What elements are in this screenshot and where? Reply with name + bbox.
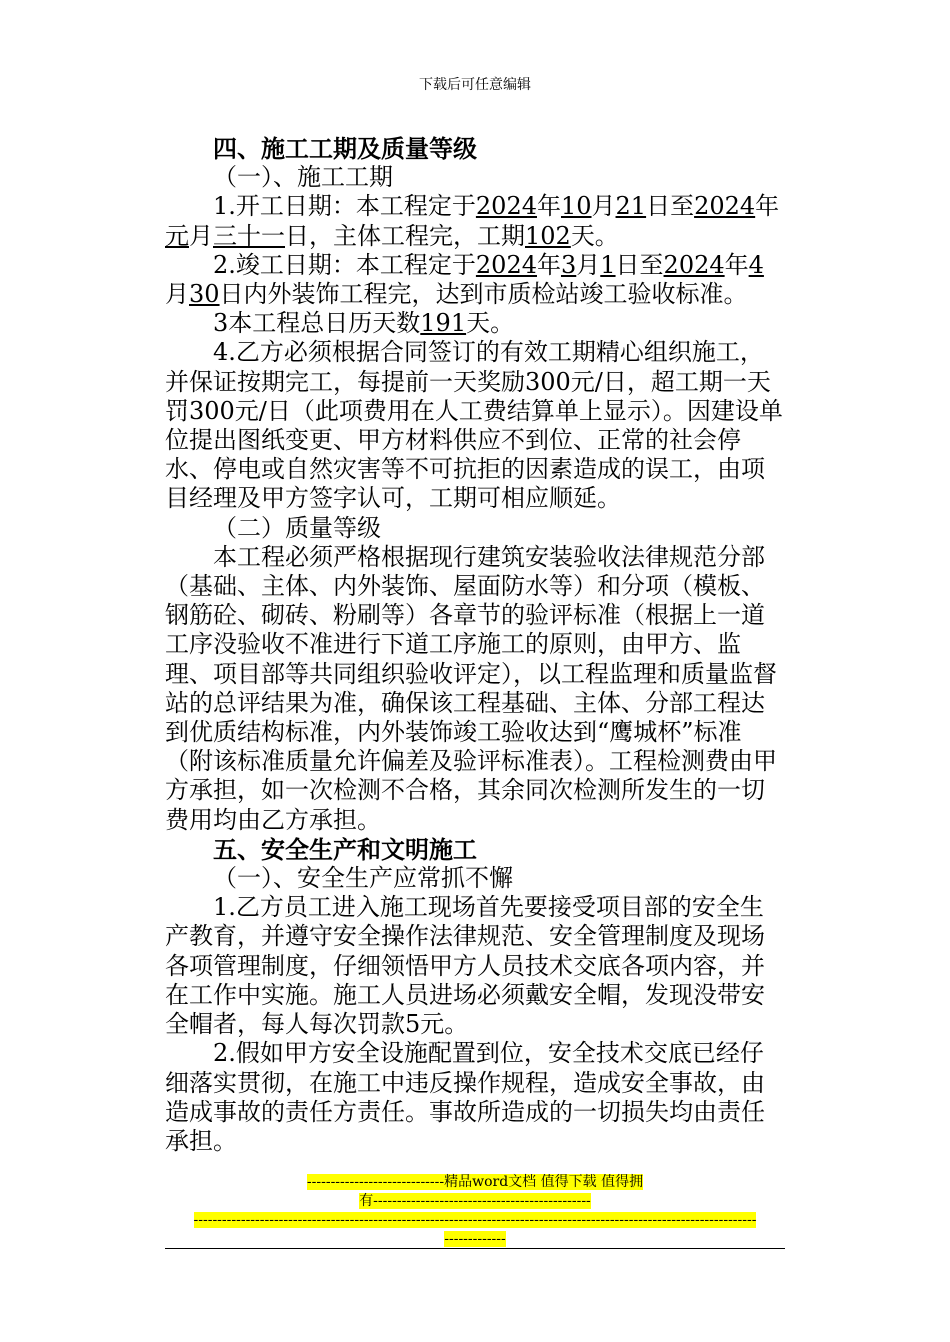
section4-item1 — [165, 192, 785, 250]
item1-end-year: 2024 — [694, 192, 756, 221]
page-header: 下载后可任意编辑 — [419, 77, 531, 93]
item1-prefix: 1.开工日期：本工程定于 — [213, 192, 476, 221]
item2-start-day: 1 — [600, 250, 616, 279]
item2-year2-label: 年 — [724, 250, 749, 279]
footer-text-1: -----------------------------精品word文档 值得下载 值得拥 — [306, 1174, 644, 1190]
section4-sub2-title: （二）质量等级 — [213, 513, 381, 542]
item1-middle: 日，主体工程完，工期 — [285, 221, 525, 250]
footer-line-4 — [165, 1230, 785, 1249]
item1-suffix: 天。 — [570, 221, 619, 250]
quality-paragraph: 本工程必须严格根据现行建筑安装验收法律规范分部（基础、主体、内外装饰、屋面防水等）和分项（模板、钢筋砼、砌砖、粉刷等）各章节的验评标准（根据上一道工序没验收不准进行下道工序施工的原则，由甲方、监理、项目部等共同组织验收评定），以工程监理和质量监督站的总评结果为准，确保该工程基础、主体、分部工程达到优质结构标准，内外装饰竣工验收达到“鹰城杯”标准（附该标准质量允许偏差及验评标准表）。工程检测费由甲方承担，如一次检测不合格，其余同次检测所发生的一切费用均由乙方承担。 — [165, 542, 777, 834]
item2-month-label: 月 — [576, 250, 601, 279]
item1-duration: 102 — [525, 221, 571, 250]
footer-line-3 — [165, 1211, 785, 1230]
section4-item2 — [165, 251, 785, 309]
item2-year-label: 年 — [536, 250, 561, 279]
section5-title: 五、安全生产和文明施工 — [213, 834, 477, 864]
document-body — [165, 134, 785, 1156]
item1-month-label: 月 — [591, 192, 616, 221]
item3-days: 191 — [420, 309, 467, 338]
item2-suffix: 日内外装饰工程完，达到市质检站竣工验收标准。 — [219, 280, 748, 309]
item1-year-label: 年 — [536, 192, 561, 221]
footer-text-3: ----------------------------------------------------------------------------------------------------------------------- — [193, 1212, 757, 1228]
footer-line-2 — [165, 1192, 785, 1211]
item2-end-day: 30 — [189, 280, 220, 309]
item1-start-day: 21 — [615, 192, 647, 221]
footer-text-2: 有---------------------------------------------- — [359, 1193, 591, 1209]
item1-year2-label: 年 — [755, 192, 780, 221]
item2-end-month: 4 — [748, 250, 764, 279]
item2-start-year: 2024 — [475, 250, 537, 279]
item3-prefix: 3本工程总日历天数 — [213, 309, 421, 338]
item2-prefix: 2.竣工日期：本工程定于 — [213, 250, 476, 279]
section4-item3 — [165, 309, 785, 338]
footer-line-1 — [165, 1173, 785, 1192]
item1-month2-label: 月 — [189, 221, 213, 250]
section5-item2: 2.假如甲方安全设施配置到位，安全技术交底已经仔细落实贯彻，在施工中违反操作规程，造成安全事故，由造成事故的责任方责任。事故所造成的一切损失均由责任承担。 — [165, 1039, 765, 1155]
item1-start-year: 2024 — [475, 192, 537, 221]
item1-end-month: 元 — [165, 221, 189, 250]
item3-suffix: 天。 — [466, 309, 515, 338]
item1-start-month: 10 — [560, 192, 592, 221]
footer-divider — [165, 1248, 785, 1249]
section5-sub1-title: （一）、安全生产应常抓不懈 — [213, 864, 513, 893]
item2-start-month: 3 — [560, 250, 577, 279]
section4-title: 四、施工工期及质量等级 — [213, 134, 477, 163]
footer-text-4: ------------- — [444, 1231, 506, 1247]
item2-month2-label: 月 — [165, 280, 189, 309]
item2-day-to-label: 日至 — [615, 250, 664, 279]
item1-end-day: 三十一 — [213, 221, 285, 250]
page-footer — [165, 1173, 785, 1249]
item2-end-year: 2024 — [663, 250, 725, 279]
section4-sub1-title: （一）、施工工期 — [213, 163, 393, 192]
item1-day-to-label: 日至 — [646, 192, 695, 221]
section4-item4: 4.乙方必须根据合同签订的有效工期精心组织施工，并保证按期完工，每提前一天奖励300元/日，超工期一天罚300元/日（此项费用在人工费结算单上显示）。因建设单位提出图纸变更、甲方材料供应不到位、正常的社会停水、停电或自然灾害等不可抗拒的因素造成的误工，由项目经理及甲方签字认可，工期可相应顺延。 — [165, 338, 783, 513]
section5-item1: 1.乙方员工进入施工现场首先要接受项目部的安全生产教育，并遵守安全操作法律规范、安全管理制度及现场各项管理制度，仔细领悟甲方人员技术交底各项内容，并在工作中实施。施工人员进场必须戴安全帽，发现没带安全帽者，每人每次罚款5元。 — [165, 893, 765, 1039]
